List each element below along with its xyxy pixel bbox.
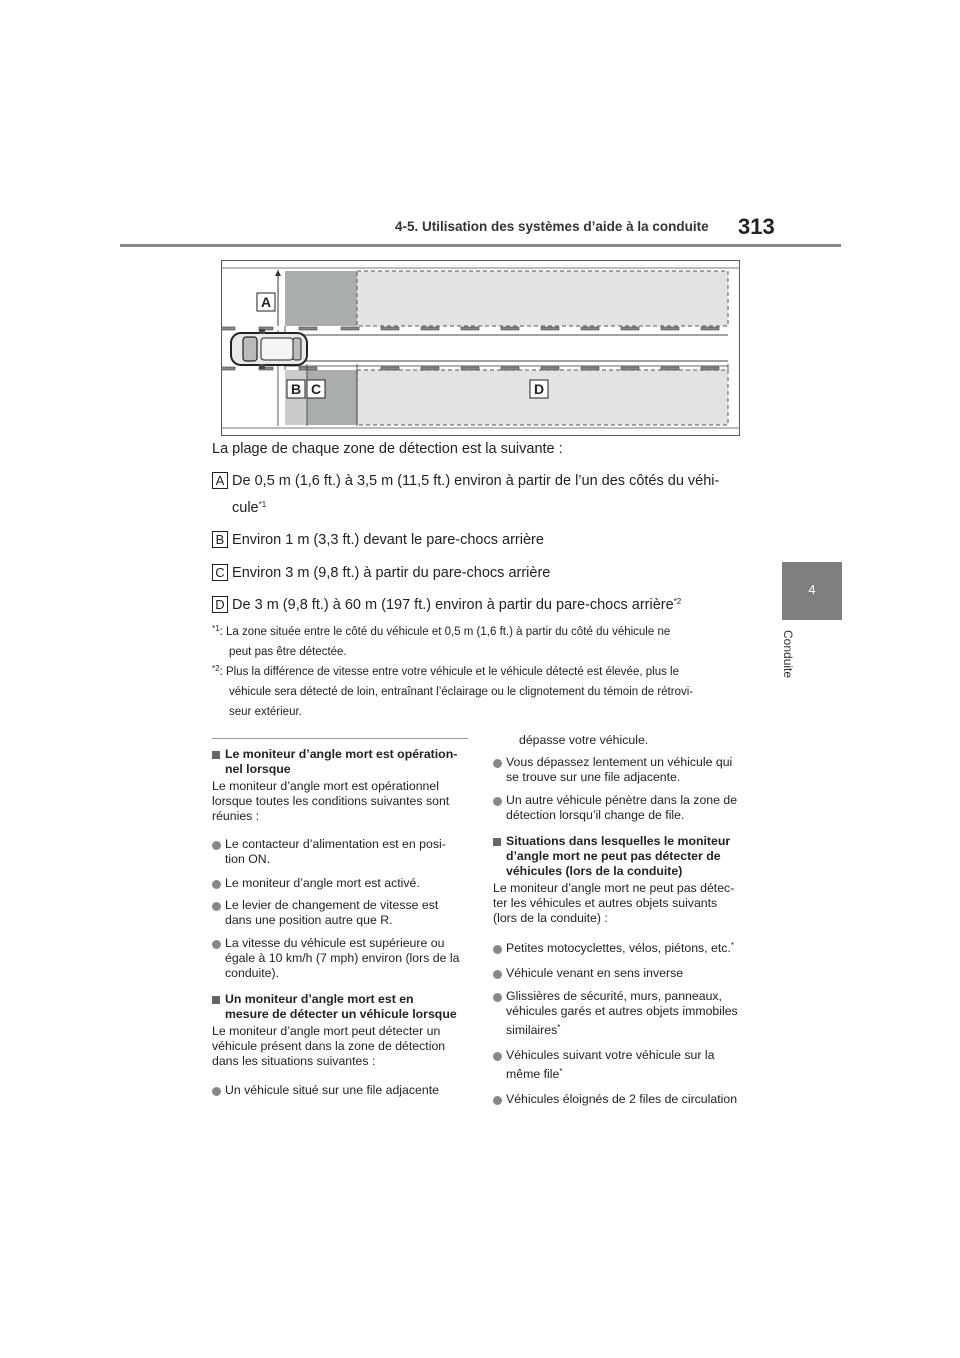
- heading-line: véhicules (lors de la conduite): [506, 864, 683, 878]
- bullet-item: [493, 966, 755, 981]
- bullet-dot-icon: [493, 1052, 502, 1061]
- diagram-label-a: A: [260, 294, 272, 310]
- bullet-line: Véhicules éloignés de 2 files de circulation: [506, 1092, 738, 1106]
- zone-text-b: Environ 1 m (3,3 ft.) devant le pare-chocs arrière: [232, 532, 544, 548]
- asterisk-ref: *: [730, 941, 734, 950]
- bullet-item: [212, 898, 472, 928]
- asterisk-ref: *: [559, 1067, 563, 1076]
- footnote-line: La zone située entre le côté du véhicule et 0,5 m (1,6 ft.) à partir du côté du véhicule ne: [225, 626, 671, 638]
- para-line: Le moniteur d’angle mort peut détecter un: [212, 1024, 441, 1038]
- bullet-item: [493, 1048, 755, 1082]
- bullet-line: tion ON.: [225, 852, 271, 866]
- bullet-dot-icon: [212, 902, 221, 911]
- diagram-label-c: C: [310, 381, 322, 397]
- zone-text-a: De 0,5 m (1,6 ft.) à 3,5 m (11,5 ft.) environ à partir de l’un des côtés du véhi-: [232, 473, 720, 489]
- bullet-item: [493, 793, 753, 823]
- bullet-line: Petites motocyclettes, vélos, piétons, etc.: [506, 941, 731, 955]
- asterisk-ref: *: [557, 1023, 561, 1032]
- zone-label-c: C: [212, 564, 228, 581]
- section-divider: [212, 738, 468, 739]
- bullet-line: véhicules garés et autres objets immobiles: [506, 1004, 738, 1018]
- footnote-mark: *1: [212, 624, 220, 633]
- chapter-label-wrap: [781, 630, 805, 720]
- para-line: véhicule présent dans la zone de détection: [212, 1039, 446, 1053]
- chapter-label: Conduite: [781, 630, 795, 679]
- bullet-item: [212, 837, 472, 867]
- note-ref: *1: [258, 500, 267, 509]
- bullet-line: Le levier de changement de vitesse est: [225, 898, 439, 912]
- bullet-line: Véhicules suivant votre véhicule sur la: [506, 1048, 715, 1062]
- zone-item-b: [212, 531, 544, 549]
- bullet-line: Le moniteur d’angle mort est activé.: [225, 876, 420, 890]
- para-line: (lors de la conduite) :: [493, 911, 608, 925]
- zone-label-a: A: [212, 472, 228, 489]
- zone-label-b: B: [212, 531, 228, 548]
- bullet-dot-icon: [212, 1087, 221, 1096]
- para-line: lorsque toutes les conditions suivantes sont: [212, 794, 450, 808]
- para-line: ter les véhicules et autres objets suivants: [493, 896, 718, 910]
- bullet-dot-icon: [212, 880, 221, 889]
- footnote-line: seur extérieur.: [229, 706, 302, 718]
- bullet-dot-icon: [493, 945, 502, 954]
- para-operational: [212, 779, 472, 824]
- zone-a-near: [285, 271, 357, 326]
- bullet-line: conduite).: [225, 966, 280, 980]
- left-column: [212, 747, 472, 824]
- detection-zone-diagram: [221, 260, 740, 436]
- para-line: Le moniteur d’angle mort est opérationnel: [212, 779, 439, 793]
- bullet-line: même file: [506, 1067, 560, 1081]
- heading-line: d’angle mort ne peut pas détecter de: [506, 849, 721, 863]
- note-ref: *2: [673, 597, 682, 606]
- para-detect: [212, 1024, 472, 1069]
- zone-text-d: De 3 m (9,8 ft.) à 60 m (197 ft.) environ à partir du pare-chocs arrière: [232, 597, 674, 613]
- heading-detect: [212, 992, 472, 1069]
- bullet-line: Vous dépassez lentement un véhicule qui: [506, 755, 733, 769]
- bullet-dot-icon: [493, 797, 502, 806]
- heading-line: Le moniteur d’angle mort est opération-: [225, 747, 458, 761]
- heading-operational: [212, 747, 472, 777]
- bullet-line: égale à 10 km/h (7 mph) environ (lors de la: [225, 951, 460, 965]
- zones-intro: La plage de chaque zone de détection est la suivante :: [212, 441, 563, 457]
- page-number: 313: [738, 214, 775, 239]
- right-continuation: [506, 733, 756, 748]
- bullet-line: Véhicule venant en sens inverse: [506, 966, 684, 980]
- bullet-line: La vitesse du véhicule est supérieure ou: [225, 936, 445, 950]
- bullet-line: Le contacteur d’alimentation est en posi-: [225, 837, 446, 851]
- heading-cannot-detect: [493, 834, 755, 926]
- bullet-item: [212, 876, 472, 891]
- bullet-dot-icon: [493, 1096, 502, 1105]
- bullet-dot-icon: [493, 970, 502, 979]
- para-line: réunies :: [212, 809, 260, 823]
- zone-item-c: [212, 564, 550, 582]
- zone-item-d: [212, 596, 681, 614]
- bullet-item: [212, 1083, 472, 1098]
- heading-line: Situations dans lesquelles le moniteur: [506, 834, 731, 848]
- bullet-dot-icon: [493, 759, 502, 768]
- heading-line: mesure de détecter un véhicule lorsque: [225, 1007, 457, 1021]
- section-title: 4-5. Utilisation des systèmes d’aide à la conduite: [395, 219, 709, 234]
- bullet-dot-icon: [493, 993, 502, 1002]
- zone-text-a-cont: cule: [232, 500, 259, 516]
- bullet-line: similaires: [506, 1023, 558, 1037]
- zone-a-far: [357, 271, 728, 326]
- bullet-line: Glissières de sécurité, murs, panneaux,: [506, 989, 722, 1003]
- footnote-line: véhicule sera détecté de loin, entraînant l’éclairage ou le clignotement du témoin de rétrovi-: [229, 686, 694, 698]
- continuation-line: dépasse votre véhicule.: [519, 733, 649, 747]
- zone-item-a-cont: [232, 499, 266, 517]
- square-bullet-icon: [493, 838, 501, 846]
- heading-line: nel lorsque: [225, 762, 291, 776]
- chapter-number: 4: [808, 582, 816, 597]
- para-line: dans les situations suivantes :: [212, 1054, 376, 1068]
- bullet-dot-icon: [212, 841, 221, 850]
- header-rule: [120, 244, 841, 247]
- para-line: Le moniteur d’angle mort ne peut pas détec-: [493, 881, 735, 895]
- bullet-item: [493, 941, 755, 956]
- footnote-line: Plus la différence de vitesse entre votre véhicule et le véhicule détecté est élevée, plus le: [225, 666, 679, 678]
- bullet-line: Un autre véhicule pénètre dans la zone de: [506, 793, 738, 807]
- square-bullet-icon: [212, 996, 220, 1004]
- footnote-2: $^{*2}$: Plus la différence de vitesse entre votre véhicule et le véhicule détecté est élevée, plus le véhicule sera détecté de loin, entraînant l’éclairage ou le clignotement du témoin de rétrovi- seur extérieur.: [212, 662, 757, 722]
- bullet-item: [493, 1092, 755, 1107]
- bullet-item: [212, 936, 472, 981]
- bullet-line: se trouve sur une file adjacente.: [506, 770, 681, 784]
- square-bullet-icon: [212, 751, 220, 759]
- diagram-label-b: B: [290, 381, 302, 397]
- bullet-line: Un véhicule situé sur une file adjacente: [225, 1083, 439, 1097]
- bullet-line: détection lorsqu’il change de file.: [506, 808, 685, 822]
- zone-label-d: D: [212, 596, 228, 613]
- footnote-line: peut pas être détectée.: [229, 646, 347, 658]
- zone-text-c: Environ 3 m (9,8 ft.) à partir du pare-chocs arrière: [232, 565, 551, 581]
- bullet-line: dans une position autre que R.: [225, 913, 393, 927]
- footnote-mark: *2: [212, 664, 220, 673]
- bullet-dot-icon: [212, 940, 221, 949]
- heading-line: Un moniteur d’angle mort est en: [225, 992, 414, 1006]
- diagram-label-d: D: [533, 381, 545, 397]
- footnote-1: $^{*1}$: La zone située entre le côté du véhicule et 0,5 m (1,6 ft.) à partir du côté du véhicule ne peut pas être détectée.: [212, 622, 752, 662]
- vehicle-icon: [231, 329, 307, 369]
- bullet-item: [493, 989, 755, 1038]
- para-cannot-detect: [493, 881, 755, 926]
- zone-item-a: [212, 472, 772, 490]
- bullet-item: [493, 755, 753, 785]
